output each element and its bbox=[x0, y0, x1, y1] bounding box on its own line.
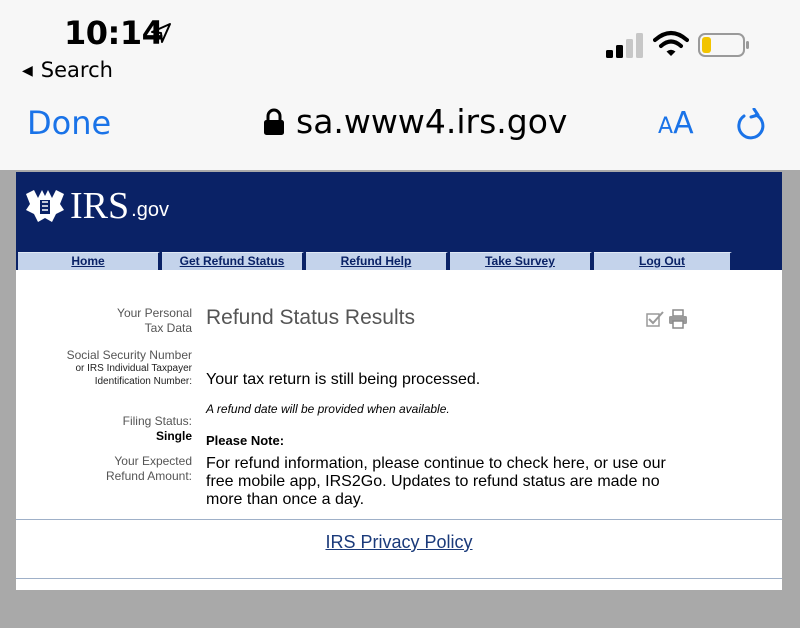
personal-tax-data-label bbox=[117, 306, 192, 336]
page-title: Refund Status Results bbox=[206, 306, 415, 329]
logo-irs-text: IRS bbox=[70, 185, 130, 227]
ssn-label-line2: or IRS Individual Taxpayer bbox=[75, 363, 192, 374]
web-page bbox=[16, 172, 782, 590]
irs-banner bbox=[16, 172, 782, 270]
print-icon[interactable] bbox=[668, 309, 688, 329]
text-size-button[interactable] bbox=[658, 106, 694, 141]
please-note-heading: Please Note: bbox=[206, 433, 285, 448]
privacy-policy-link[interactable]: IRS Privacy Policy bbox=[325, 532, 473, 552]
ssn-label-line1: Social Security Number bbox=[66, 348, 192, 362]
filing-status-label: Filing Status: bbox=[122, 414, 192, 428]
back-triangle-icon: ◀ bbox=[22, 63, 33, 79]
footer-divider-top bbox=[16, 519, 782, 520]
refund-info-note: For refund information, please continue to check here, or use our free mobile app, IRS2Go. Updates to refund status are made no more than once a day. bbox=[206, 455, 666, 508]
footer-divider-bottom bbox=[16, 578, 782, 579]
nav-tab-home[interactable]: Home bbox=[18, 252, 160, 270]
status-message: Your tax return is still being processed. bbox=[206, 371, 481, 388]
nav-tab-refund-help[interactable]: Refund Help bbox=[306, 252, 448, 270]
battery-low-icon bbox=[698, 32, 750, 58]
personal-label-line1: Your Personal bbox=[117, 306, 192, 320]
lock-icon bbox=[263, 108, 285, 136]
status-time: 10:14 bbox=[64, 14, 164, 52]
filing-status-value: Single bbox=[155, 429, 192, 443]
irs-eagle-logo-icon bbox=[24, 186, 66, 226]
browser-chrome bbox=[0, 0, 800, 170]
main-nav bbox=[16, 252, 782, 270]
location-arrow-icon bbox=[150, 22, 172, 44]
refund-date-note: A refund date will be provided when available. bbox=[206, 402, 450, 416]
logo-gov-text: .gov bbox=[131, 199, 169, 221]
address-bar-url[interactable]: sa.www4.irs.gov bbox=[296, 102, 568, 141]
ssn-label bbox=[67, 348, 192, 363]
irs-logo[interactable] bbox=[24, 186, 169, 226]
back-to-search-button[interactable] bbox=[22, 58, 113, 82]
nav-tab-log-out[interactable]: Log Out bbox=[594, 252, 732, 270]
checkmark-icon[interactable] bbox=[646, 310, 664, 328]
text-size-large-a: A bbox=[673, 106, 694, 141]
wifi-icon bbox=[653, 30, 689, 58]
ssn-sub-label bbox=[75, 362, 192, 388]
nav-tab-take-survey[interactable]: Take Survey bbox=[450, 252, 592, 270]
done-button[interactable]: Done bbox=[27, 104, 112, 142]
text-size-small-a: A bbox=[658, 114, 674, 139]
personal-label-line2: Tax Data bbox=[144, 321, 192, 335]
cellular-signal-icon bbox=[606, 32, 644, 58]
expected-label-line1: Your Expected bbox=[114, 454, 192, 468]
expected-refund-label bbox=[106, 454, 192, 484]
expected-label-line2: Refund Amount: bbox=[105, 469, 192, 483]
reload-icon[interactable] bbox=[734, 108, 766, 142]
back-label: Search bbox=[40, 58, 113, 82]
nav-tab-get-refund-status[interactable]: Get Refund Status bbox=[162, 252, 304, 270]
ssn-label-line3: Identification Number: bbox=[94, 376, 192, 387]
